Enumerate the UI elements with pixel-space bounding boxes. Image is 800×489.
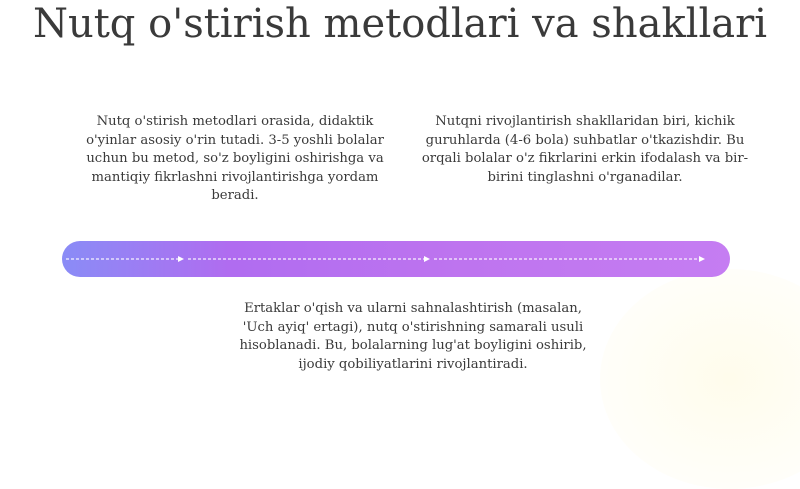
section-text-group-conversations: Nutqni rivojlantirish shakllaridan biri, kichik guruhlarda (4-6 bola) suhbatlar o'tkazishdir. Bu orqali bolalar o'z fikrlarini erkin ifodalash va bir-birini tinglashni o'rganadilar.	[421, 114, 749, 185]
page-title: Nutq o'stirish metodlari va shakllari	[32, 1, 768, 47]
arrow-head-icon	[424, 256, 430, 262]
timeline-arrows	[62, 241, 730, 277]
arrow-head-icon	[178, 256, 184, 262]
section-text-fairy-tales: Ertaklar o'qish va ularni sahnalashtirish (masalan, 'Uch ayiq' ertagi), nutq o'stirishning samarali usuli hisoblanadi. Bu, bolalarning lug'at boyligini oshirib, ijodiy qobiliyatlarini rivojlantiradi.	[239, 301, 587, 372]
section-text-didactic-games: Nutq o'stirish metodlari orasida, didaktik o'yinlar asosiy o'rin tutadi. 3-5 yoshli bolalar uchun bu metod, so'z boyligini oshirishga va mantiqiy fikrlashni rivojlantirishga yordam beradi.	[86, 114, 384, 203]
background-glow	[600, 269, 800, 489]
timeline-bar	[62, 241, 730, 277]
arrow-head-icon	[699, 256, 705, 262]
